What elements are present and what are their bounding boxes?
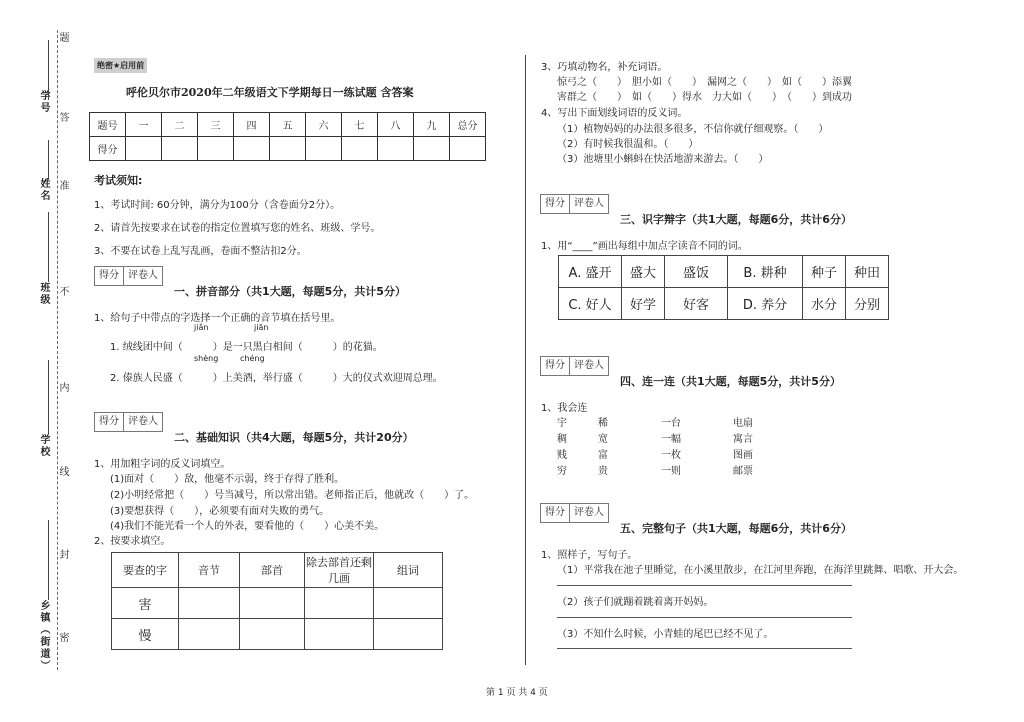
margin-label: 学校 — [38, 434, 49, 458]
score-input-cell[interactable] — [198, 137, 234, 161]
match-item[interactable]: 贱 — [557, 450, 567, 461]
score-cell: 得分 — [90, 137, 126, 161]
margin-label: 封 — [57, 549, 68, 561]
lookup-char: 慢 — [112, 619, 179, 650]
score-cell: 七 — [342, 113, 378, 137]
margin-label: 姓名 — [38, 178, 49, 202]
match-item[interactable]: 穷 — [557, 466, 567, 477]
answer-cell[interactable] — [305, 619, 374, 650]
table-header: 音节 — [179, 553, 240, 588]
answer-line[interactable] — [557, 648, 852, 649]
word-cell: B. 耕种 — [728, 256, 803, 288]
section-heading: 二、基础知识（共4大题，每题5分，共计20分） — [174, 431, 414, 444]
answer-line[interactable] — [557, 617, 852, 618]
score-input-cell[interactable] — [234, 137, 270, 161]
column-divider — [525, 55, 526, 665]
page-footer: 第 1 页 共 4 页 — [486, 688, 548, 698]
word-cell: 好客 — [665, 288, 728, 320]
question-item: 惊弓之（ ） 胆小如（ ） 漏网之（ ） 如（ ）添翼 — [557, 77, 852, 88]
question: 4、写出下面划线词语的反义词。 — [541, 108, 688, 119]
question: 1、用“____”画出每组中加点字读音不同的词。 — [541, 241, 748, 252]
score-cell: 五 — [270, 113, 306, 137]
section-heading: 四、连一连（共1大题，每题5分，共计5分） — [620, 375, 841, 388]
margin-label: 线 — [57, 466, 68, 478]
scorer-box — [540, 356, 609, 376]
scorer-box — [94, 412, 163, 432]
score-table — [89, 112, 486, 161]
table-header: 组词 — [374, 553, 443, 588]
lookup-table — [111, 552, 443, 650]
match-item[interactable]: 一台 — [661, 418, 681, 429]
answer-cell[interactable] — [240, 588, 305, 619]
margin-label: 不 — [57, 286, 68, 298]
section-heading: 三、识字辩字（共1大题，每题6分，共计6分） — [620, 213, 852, 226]
margin-label: 乡镇（街道） — [38, 600, 49, 672]
score-cell: 三 — [198, 113, 234, 137]
scorer-box — [94, 266, 163, 286]
score-cell: 四 — [234, 113, 270, 137]
word-cell: 盛饭 — [665, 256, 728, 288]
page-title: 呼伦贝尔市2020年二年级语文下学期每日一练试题 含答案 — [126, 86, 414, 99]
question-item: (4)我们不能光看一个人的外表，要看他的（ ）心美不美。 — [110, 521, 385, 532]
notice-heading: 考试须知: — [94, 174, 143, 187]
score-input-cell[interactable] — [414, 137, 450, 161]
score-input-cell[interactable] — [450, 137, 486, 161]
pinyin: shèng — [194, 354, 219, 363]
section-heading: 一、拼音部分（共1大题，每题5分，共计5分） — [174, 285, 406, 298]
answer-cell[interactable] — [179, 619, 240, 650]
scorer-box — [540, 503, 609, 523]
question-item: （1）平常我在池子里睡觉，在小溪里散步，在江河里奔跑，在海洋里跳舞、唱歌、开大会。 — [557, 565, 964, 576]
question: 1、用加粗字词的反义词填空。 — [94, 459, 231, 470]
score-cell: 二 — [162, 113, 198, 137]
reviewer-label: 评卷人 — [574, 198, 604, 209]
match-item[interactable]: 电扇 — [733, 418, 753, 429]
score-input-cell[interactable] — [306, 137, 342, 161]
match-item[interactable]: 寓言 — [733, 434, 753, 445]
match-item[interactable]: 富 — [598, 450, 608, 461]
score-input-cell[interactable] — [126, 137, 162, 161]
word-cell: 盛大 — [622, 256, 665, 288]
answer-cell[interactable] — [305, 588, 374, 619]
question-item: (2)小明经常把（ ）号当减号，所以常出错。老师指正后，他就改（ ）了。 — [110, 490, 475, 501]
lookup-char: 害 — [112, 588, 179, 619]
pronunciation-table — [558, 255, 889, 320]
question: 2、按要求填空。 — [94, 536, 171, 547]
margin-label: 内 — [57, 382, 68, 394]
margin-label: 题 — [57, 32, 68, 44]
sentence: 2. 傣族人民盛（ ）上美酒，举行盛（ ）大的仪式欢迎周总理。 — [110, 373, 443, 384]
margin-label: 答 — [57, 112, 68, 124]
word-cell: 种田 — [846, 256, 889, 288]
scorer-box — [540, 194, 609, 214]
notice-item: 1、考试时间: 60分钟，满分为100分（含卷面分2分）。 — [94, 200, 341, 211]
answer-cell[interactable] — [240, 619, 305, 650]
match-item[interactable]: 宇 — [557, 418, 567, 429]
word-cell: 好学 — [622, 288, 665, 320]
reviewer-label: 评卷人 — [574, 507, 604, 518]
match-item[interactable]: 一幅 — [661, 434, 681, 445]
score-cell: 题号 — [90, 113, 126, 137]
score-input-cell[interactable] — [378, 137, 414, 161]
word-cell: A. 盛开 — [559, 256, 622, 288]
score-cell: 六 — [306, 113, 342, 137]
score-cell: 九 — [414, 113, 450, 137]
match-item[interactable]: 贵 — [598, 466, 608, 477]
match-item[interactable]: 宽 — [598, 434, 608, 445]
score-cell: 八 — [378, 113, 414, 137]
section-heading: 五、完整句子（共1大题，每题6分，共计6分） — [620, 522, 852, 535]
reviewer-label: 评卷人 — [128, 270, 158, 281]
reviewer-label: 评卷人 — [128, 416, 158, 427]
question-item: （3）不知什么时候，小青蛙的尾巴已经不见了。 — [557, 629, 774, 640]
word-cell: D. 养分 — [728, 288, 803, 320]
reviewer-label: 评卷人 — [574, 360, 604, 371]
match-item[interactable]: 稠 — [557, 434, 567, 445]
question-item: （1）植物妈妈的办法很多很多，不信你就仔细观察。（ ） — [557, 124, 829, 135]
score-input-cell[interactable] — [342, 137, 378, 161]
word-cell: 种子 — [803, 256, 846, 288]
table-header: 要查的字 — [112, 553, 179, 588]
match-item[interactable]: 一枚 — [661, 450, 681, 461]
margin-label: 密 — [57, 632, 68, 644]
table-header: 部首 — [240, 553, 305, 588]
pinyin: jiān — [254, 323, 269, 332]
score-cell: 总分 — [450, 113, 486, 137]
question: 1、给句子中带点的字选择一个正确的音节填在括号里。 — [94, 313, 341, 324]
question: 3、巧填动物名，补充词语。 — [541, 62, 668, 73]
word-cell: 水分 — [803, 288, 846, 320]
score-label: 得分 — [541, 357, 570, 375]
word-cell: C. 好人 — [559, 288, 622, 320]
score-label: 得分 — [95, 413, 124, 431]
question-item: (1)面对（ ）敌，他毫不示弱，终于存得了胜利。 — [110, 474, 345, 485]
question-item: （2）孩子们就蹦着跳着离开妈妈。 — [557, 597, 714, 608]
answer-cell[interactable] — [374, 588, 443, 619]
question: 1、我会连 — [541, 403, 588, 414]
margin-label: 准 — [57, 180, 68, 192]
word-cell: 分别 — [846, 288, 889, 320]
answer-line[interactable] — [557, 585, 852, 586]
question-item: (3)要想获得（ ），必须要有面对失败的勇气。 — [110, 506, 330, 517]
margin-label: 班级 — [38, 282, 49, 306]
confidential-stamp: 绝密★启用前 — [94, 58, 147, 73]
notice-item: 2、请首先按要求在试卷的指定位置填写您的姓名、班级、学号。 — [94, 223, 381, 234]
margin-label: 学号 — [38, 90, 49, 114]
score-label: 得分 — [95, 267, 124, 285]
pinyin: jiǎn — [194, 323, 209, 332]
notice-item: 3、不要在试卷上乱写乱画，卷面不整洁扣2分。 — [94, 246, 307, 257]
match-item[interactable]: 稀 — [598, 418, 608, 429]
question-item: 害群之（ ） 如（ ）得水 力大如（ ） （ ）到成功 — [557, 92, 852, 103]
match-item[interactable]: 一则 — [661, 466, 681, 477]
pinyin: chéng — [240, 354, 265, 363]
question-item: （2）有时候我很温和。（ ） — [557, 139, 699, 150]
score-label: 得分 — [541, 504, 570, 522]
answer-cell[interactable] — [374, 619, 443, 650]
score-input-cell[interactable] — [162, 137, 198, 161]
table-header: 除去部首还剩几画 — [305, 553, 374, 588]
question-item: （3）池塘里小蝌蚪在快活地游来游去。（ ） — [557, 154, 769, 165]
score-input-cell[interactable] — [270, 137, 306, 161]
score-label: 得分 — [541, 195, 570, 213]
sentence: 1. 绒线团中间（ ）是一只黑白相间（ ）的花猫。 — [110, 342, 383, 353]
answer-cell[interactable] — [179, 588, 240, 619]
score-cell: 一 — [126, 113, 162, 137]
question: 1、照样子，写句子。 — [541, 550, 638, 561]
match-item[interactable]: 图画 — [733, 450, 753, 461]
match-item[interactable]: 邮票 — [733, 466, 753, 477]
